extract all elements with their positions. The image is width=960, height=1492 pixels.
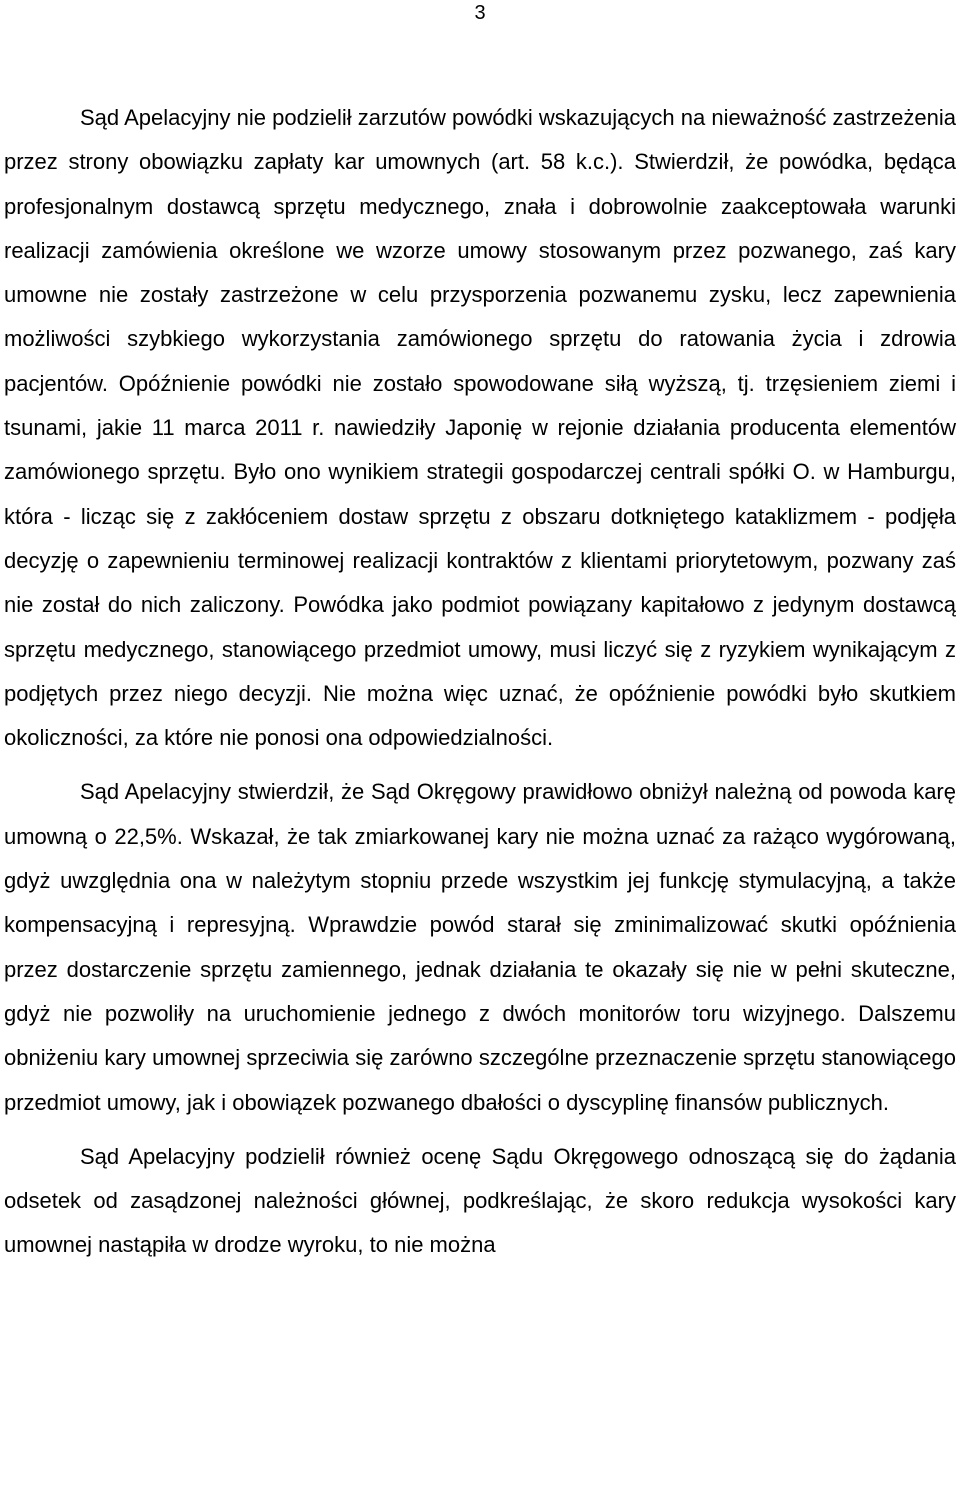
page-number: 3 (474, 2, 486, 24)
paragraph-3: Sąd Apelacyjny podzielił również ocenę Sądu Okręgowego odnoszącą się do żądania odsetek od zasądzonej należności głównej, podkreślając, że skoro redukcja wysokości kary umownej nastąpiła w drodze wyroku, to nie można (4, 1143, 956, 1258)
document-body (4, 96, 956, 1268)
paragraph-2: Sąd Apelacyjny stwierdził, że Sąd Okręgowy prawidłowo obniżył należną od powoda karę umowną o 22,5%. Wskazał, że tak zmiarkowanej kary nie można uznać za rażąco wygórowaną, gdyż uwzględnia ona w należytym stopniu przede wszystkim jej funkcję stymulacyjną, a także kompensacyjną i represyjną. Wprawdzie powód starał się zminimalizować skutki opóźnienia przez dostarczenie sprzętu zamiennego, jednak działania te okazały się nie w pełni skuteczne, gdyż nie pozwoliły na uruchomienie jednego z dwóch monitorów toru wizyjnego. Dalszemu obniżeniu kary umownej sprzeciwia się zarówno szczególne przeznaczenie sprzętu stanowiącego przedmiot umowy, jak i obowiązek pozwanego dbałości o dyscyplinę finansów publicznych. (4, 779, 956, 1115)
paragraph-1: Sąd Apelacyjny nie podzielił zarzutów powódki wskazujących na nieważność zastrzeżenia przez strony obowiązku zapłaty kar umownych (art. 58 k.c.). Stwierdził, że powódka, będąca profesjonalnym dostawcą sprzętu medycznego, znała i dobrowolnie zaakceptowała warunki realizacji zamówienia określone we wzorze umowy stosowanym przez pozwanego, zaś kary umowne nie zostały zastrzeżone w celu przysporzenia pozwanemu zysku, lecz zapewnienia możliwości szybkiego wykorzystania zamówionego sprzętu do ratowania życia i zdrowia pacjentów. Opóźnienie powódki nie zostało spowodowane siłą wyższą, tj. trzęsieniem ziemi i tsunami, jakie 11 marca 2011 r. nawiedziły Japonię w rejonie działania producenta elementów zamówionego sprzętu. Było ono wynikiem strategii gospodarczej centrali spółki O. w Hamburgu, która - licząc się z zakłóceniem dostaw sprzętu z obszaru dotkniętego kataklizmem - podjęła decyzję o zapewnieniu terminowej realizacji kontraktów z klientami priorytetowym, pozwany zaś nie został do nich zaliczony. Powódka jako podmiot powiązany kapitałowo z jedynym dostawcą sprzętu medycznego, stanowiącego przedmiot umowy, musi liczyć się z ryzykiem wynikającym z podjętych przez niego decyzji. Nie można więc uznać, że opóźnienie powódki było skutkiem okoliczności, za które nie ponosi ona odpowiedzialności. (4, 105, 956, 751)
